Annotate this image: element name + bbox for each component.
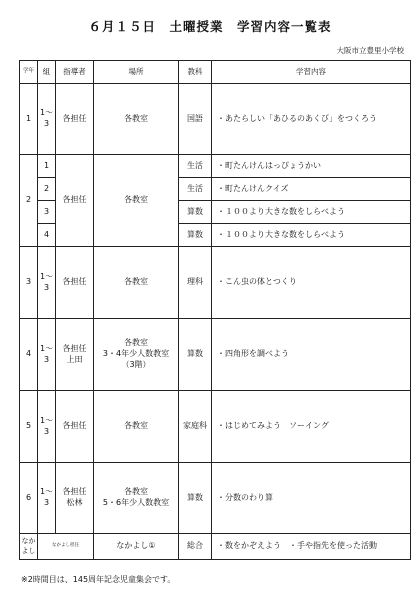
content-cell: ・１００より大きな数をしらべよう bbox=[212, 201, 411, 224]
class-cell: 3 bbox=[38, 201, 56, 224]
content-cell: ・町たんけんはっぴょうかい bbox=[212, 155, 411, 178]
class-cell: 1～3 bbox=[38, 247, 56, 319]
class-cell: 4 bbox=[38, 224, 56, 247]
place-name: 各教室 bbox=[124, 195, 148, 205]
grade-cell: 6 bbox=[20, 463, 38, 534]
place-name: 各教室 bbox=[124, 421, 148, 431]
content-cell: ・はじめてみよう ソーイング bbox=[212, 391, 411, 463]
table-header-row bbox=[20, 61, 411, 84]
teacher-cell bbox=[56, 155, 94, 247]
table-row bbox=[20, 463, 411, 534]
teacher-name: 各担任 bbox=[62, 113, 87, 123]
header-subject: 教科 bbox=[179, 61, 212, 84]
subject-cell: 算数 bbox=[179, 224, 212, 247]
teacher-name: 松林 bbox=[66, 498, 83, 507]
class-cell: 1～3 bbox=[38, 319, 56, 391]
table-row bbox=[20, 247, 411, 319]
class-cell: 1～3 bbox=[38, 84, 56, 155]
place-name: （3階） bbox=[121, 359, 151, 369]
place-cell bbox=[94, 391, 179, 463]
schedule-table bbox=[19, 60, 411, 560]
place-name: 各教室 bbox=[124, 277, 148, 287]
header-place: 場所 bbox=[94, 61, 179, 84]
table-row bbox=[20, 155, 411, 178]
subject-cell: 家庭科 bbox=[179, 391, 212, 463]
subject-cell: 算数 bbox=[179, 201, 212, 224]
school-name: 大阪市立豊里小学校 bbox=[336, 46, 404, 55]
class-cell: 1 bbox=[38, 155, 56, 178]
teacher-cell bbox=[56, 84, 94, 155]
place-name: 5・6年少人数教室 bbox=[102, 498, 170, 507]
place-name: 各教室 bbox=[124, 487, 148, 497]
content-cell: ・分数のわり算 bbox=[212, 463, 411, 534]
place-name: 3・4年少人数教室 bbox=[102, 349, 170, 359]
place-name: 各教室 bbox=[124, 113, 148, 123]
place-name: 各教室 bbox=[124, 338, 148, 348]
subject-cell: 生活 bbox=[179, 178, 212, 201]
subject-cell: 生活 bbox=[179, 155, 212, 178]
content-cell: ・こん虫の体とつくり bbox=[212, 247, 411, 319]
place-cell bbox=[94, 463, 179, 534]
teacher-cell bbox=[56, 247, 94, 319]
place-cell bbox=[94, 84, 179, 155]
subject-cell: 算数 bbox=[179, 319, 212, 391]
table-row bbox=[20, 534, 411, 560]
teacher-name: 各担任 bbox=[62, 195, 87, 205]
teacher-name: 各担任 bbox=[62, 487, 87, 497]
table-row bbox=[20, 391, 411, 463]
table-row bbox=[20, 84, 411, 155]
class-cell: なかよし担任 bbox=[38, 534, 94, 560]
page-title: ６月１５日 土曜授業 学習内容一覧表 bbox=[88, 19, 332, 34]
class-cell: 1～3 bbox=[38, 463, 56, 534]
subject-cell: 総合 bbox=[179, 534, 212, 560]
subject-cell: 理科 bbox=[179, 247, 212, 319]
grade-cell: 3 bbox=[20, 247, 38, 319]
teacher-name: 各担任 bbox=[62, 421, 87, 431]
teacher-name: 各担任 bbox=[62, 277, 87, 287]
teacher-cell bbox=[56, 319, 94, 391]
table-row bbox=[20, 319, 411, 391]
content-cell: ・数をかぞえよう ・手や指先を使った活動 bbox=[212, 534, 411, 560]
content-cell: ・四角形を調べよう bbox=[212, 319, 411, 391]
header-teacher: 指導者 bbox=[56, 61, 94, 84]
teacher-name: 各担任 bbox=[62, 343, 87, 353]
content-cell: ・あたらしい「あひるのあくび」をつくろう bbox=[212, 84, 411, 155]
class-cell: 2 bbox=[38, 178, 56, 201]
header-grade: 学年 bbox=[20, 61, 38, 84]
teacher-name: 上田 bbox=[66, 354, 83, 364]
content-cell: ・町たんけんクイズ bbox=[212, 178, 411, 201]
header-class: 組 bbox=[38, 61, 56, 84]
place-cell bbox=[94, 155, 179, 247]
teacher-cell bbox=[56, 463, 94, 534]
grade-cell: 4 bbox=[20, 319, 38, 391]
subject-cell: 国語 bbox=[179, 84, 212, 155]
place-cell bbox=[94, 534, 179, 560]
grade-cell: 1 bbox=[20, 84, 38, 155]
grade-cell: なかよし bbox=[20, 534, 38, 560]
place-cell bbox=[94, 319, 179, 391]
header-content: 学習内容 bbox=[212, 61, 411, 84]
grade-cell: 2 bbox=[20, 155, 38, 247]
teacher-cell bbox=[56, 391, 94, 463]
grade-cell: 5 bbox=[20, 391, 38, 463]
content-cell: ・１００より大きな数をしらべよう bbox=[212, 224, 411, 247]
place-name: なかよし① bbox=[116, 541, 156, 551]
subject-cell: 算数 bbox=[179, 463, 212, 534]
footnote: ※2時間目は、145周年記念児童集会です。 bbox=[21, 575, 176, 584]
place-cell bbox=[94, 247, 179, 319]
class-cell: 1～3 bbox=[38, 391, 56, 463]
